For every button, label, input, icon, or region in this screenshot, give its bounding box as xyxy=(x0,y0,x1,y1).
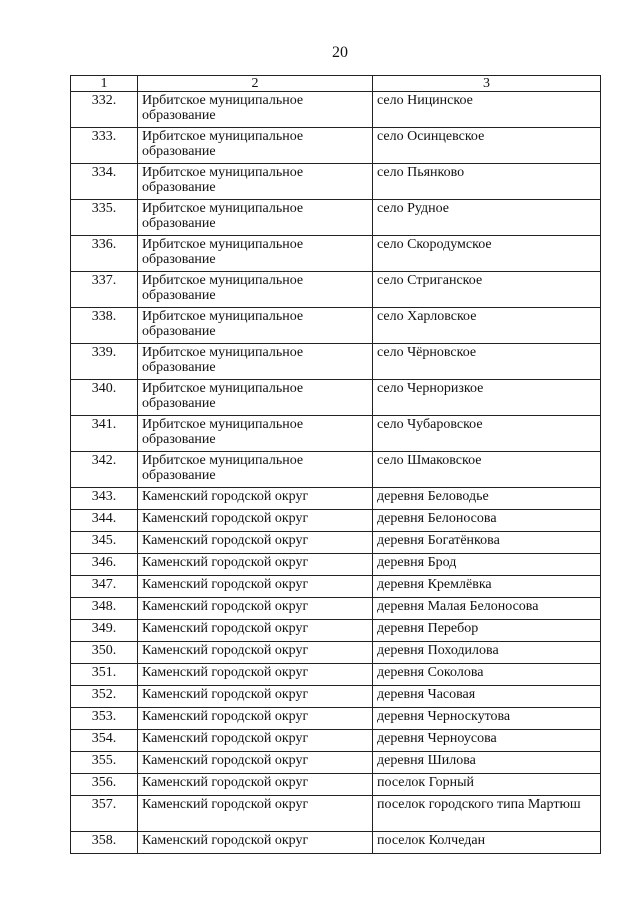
settlement-cell: деревня Кремлёвка xyxy=(373,576,601,598)
municipality-cell: Каменский городской округ xyxy=(138,510,373,532)
table-row xyxy=(71,730,601,752)
municipality-cell: Каменский городской округ xyxy=(138,708,373,730)
row-number: 350. xyxy=(71,642,138,664)
row-number: 352. xyxy=(71,686,138,708)
municipality-cell: Каменский городской округ xyxy=(138,664,373,686)
table-row xyxy=(71,642,601,664)
table-row xyxy=(71,708,601,730)
table-row xyxy=(71,664,601,686)
table-row xyxy=(71,236,601,272)
row-number: 357. xyxy=(71,796,138,832)
table-row xyxy=(71,532,601,554)
row-number: 351. xyxy=(71,664,138,686)
row-number: 333. xyxy=(71,128,138,164)
header-col-2: 2 xyxy=(138,76,373,92)
settlement-cell: деревня Богатёнкова xyxy=(373,532,601,554)
municipality-cell: Ирбитское муниципальное образование xyxy=(138,308,373,344)
table-row xyxy=(71,164,601,200)
settlement-cell: деревня Соколова xyxy=(373,664,601,686)
municipality-cell: Каменский городской округ xyxy=(138,730,373,752)
row-number: 355. xyxy=(71,752,138,774)
municipality-cell: Ирбитское муниципальное образование xyxy=(138,452,373,488)
settlement-cell: деревня Перебор xyxy=(373,620,601,642)
municipality-cell: Каменский городской округ xyxy=(138,488,373,510)
row-number: 346. xyxy=(71,554,138,576)
table-header xyxy=(71,76,601,92)
row-number: 335. xyxy=(71,200,138,236)
settlement-cell: село Осинцевское xyxy=(373,128,601,164)
table-row xyxy=(71,272,601,308)
municipality-cell: Каменский городской округ xyxy=(138,686,373,708)
table-row xyxy=(71,576,601,598)
municipality-cell: Ирбитское муниципальное образование xyxy=(138,164,373,200)
table-row xyxy=(71,416,601,452)
settlement-cell: село Чубаровское xyxy=(373,416,601,452)
row-number: 345. xyxy=(71,532,138,554)
table-row xyxy=(71,308,601,344)
settlement-cell: деревня Беловодье xyxy=(373,488,601,510)
municipality-cell: Каменский городской округ xyxy=(138,642,373,664)
table-row xyxy=(71,598,601,620)
table-row xyxy=(71,554,601,576)
header-row xyxy=(71,76,601,92)
row-number: 343. xyxy=(71,488,138,510)
table-body xyxy=(71,92,601,854)
row-number: 344. xyxy=(71,510,138,532)
row-number: 353. xyxy=(71,708,138,730)
settlement-cell: село Пьянково xyxy=(373,164,601,200)
row-number: 354. xyxy=(71,730,138,752)
settlement-cell: поселок Горный xyxy=(373,774,601,796)
municipality-cell: Каменский городской округ xyxy=(138,796,373,832)
table-row xyxy=(71,832,601,854)
row-number: 332. xyxy=(71,92,138,128)
table-row xyxy=(71,796,601,832)
page-number: 20 xyxy=(332,44,348,61)
table-row xyxy=(71,128,601,164)
row-number: 349. xyxy=(71,620,138,642)
settlement-cell: село Шмаковское xyxy=(373,452,601,488)
municipality-cell: Каменский городской округ xyxy=(138,752,373,774)
settlement-cell: поселок Колчедан xyxy=(373,832,601,854)
municipality-cell: Ирбитское муниципальное образование xyxy=(138,416,373,452)
municipality-cell: Ирбитское муниципальное образование xyxy=(138,272,373,308)
municipality-cell: Каменский городской округ xyxy=(138,774,373,796)
settlement-cell: деревня Брод xyxy=(373,554,601,576)
table-row xyxy=(71,752,601,774)
municipality-cell: Каменский городской округ xyxy=(138,620,373,642)
municipality-cell: Ирбитское муниципальное образование xyxy=(138,92,373,128)
row-number: 339. xyxy=(71,344,138,380)
settlement-cell: село Стриганское xyxy=(373,272,601,308)
table-row xyxy=(71,452,601,488)
municipality-cell: Ирбитское муниципальное образование xyxy=(138,236,373,272)
settlement-cell: деревня Часовая xyxy=(373,686,601,708)
settlement-cell: деревня Белоносова xyxy=(373,510,601,532)
settlement-cell: деревня Черноскутова xyxy=(373,708,601,730)
table-row xyxy=(71,92,601,128)
table-row xyxy=(71,488,601,510)
settlement-cell: село Чёрновское xyxy=(373,344,601,380)
table-row xyxy=(71,620,601,642)
municipality-cell: Каменский городской округ xyxy=(138,554,373,576)
table-row xyxy=(71,686,601,708)
header-col-3: 3 xyxy=(373,76,601,92)
settlement-cell: деревня Черноусова xyxy=(373,730,601,752)
table-row xyxy=(71,200,601,236)
table-row xyxy=(71,510,601,532)
settlement-cell: село Харловское xyxy=(373,308,601,344)
municipality-cell: Каменский городской округ xyxy=(138,598,373,620)
settlement-cell: село Скородумское xyxy=(373,236,601,272)
settlement-cell: село Рудное xyxy=(373,200,601,236)
municipality-cell: Каменский городской округ xyxy=(138,832,373,854)
settlement-cell: деревня Походилова xyxy=(373,642,601,664)
row-number: 356. xyxy=(71,774,138,796)
table-row xyxy=(71,774,601,796)
municipality-cell: Каменский городской округ xyxy=(138,532,373,554)
table-row xyxy=(71,380,601,416)
settlement-cell: поселок городского типа Мартюш xyxy=(373,796,601,832)
row-number: 348. xyxy=(71,598,138,620)
row-number: 340. xyxy=(71,380,138,416)
municipality-cell: Ирбитское муниципальное образование xyxy=(138,128,373,164)
row-number: 338. xyxy=(71,308,138,344)
row-number: 341. xyxy=(71,416,138,452)
settlements-table xyxy=(70,75,601,854)
municipality-cell: Ирбитское муниципальное образование xyxy=(138,380,373,416)
row-number: 334. xyxy=(71,164,138,200)
row-number: 337. xyxy=(71,272,138,308)
settlement-cell: село Ницинское xyxy=(373,92,601,128)
row-number: 342. xyxy=(71,452,138,488)
header-col-1: 1 xyxy=(71,76,138,92)
settlement-cell: село Черноризкое xyxy=(373,380,601,416)
row-number: 336. xyxy=(71,236,138,272)
municipality-cell: Каменский городской округ xyxy=(138,576,373,598)
table-row xyxy=(71,344,601,380)
settlement-cell: деревня Малая Белоносова xyxy=(373,598,601,620)
row-number: 358. xyxy=(71,832,138,854)
settlement-cell: деревня Шилова xyxy=(373,752,601,774)
row-number: 347. xyxy=(71,576,138,598)
municipality-cell: Ирбитское муниципальное образование xyxy=(138,344,373,380)
municipality-cell: Ирбитское муниципальное образование xyxy=(138,200,373,236)
